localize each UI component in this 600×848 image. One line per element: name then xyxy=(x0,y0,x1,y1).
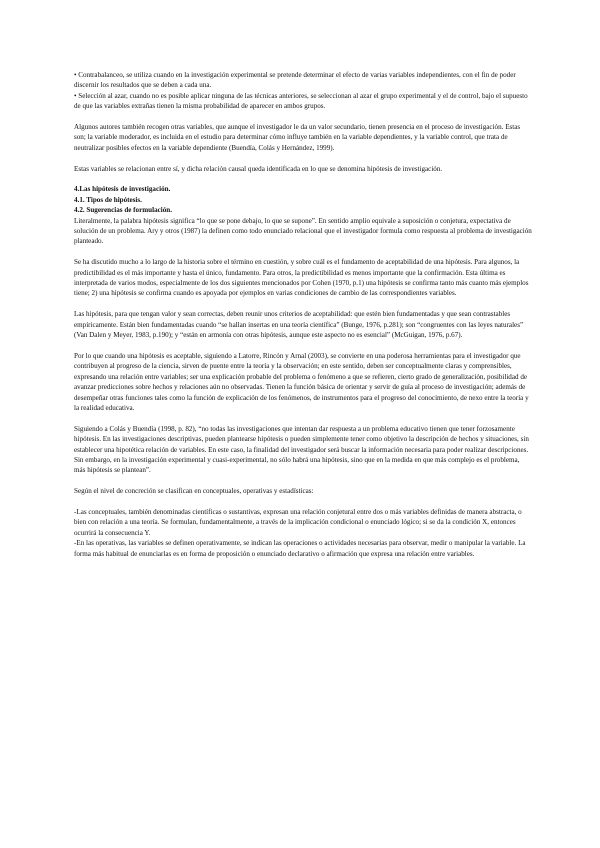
paragraph-otras-variables: Algunos autores también recogen otras variables, que aunque el investigador le da un valor secundario, tienen presencia en el proceso de investigación. Estas son; la variable moderador, es incluida en el estudio para determinar cómo influye también en la variable dependientes, y la variable control, que trata de neutralizar posibles efectos en la variable dependiente (Buendía, Colás y Hernández, 1999). xyxy=(74,123,521,152)
paragraph-funciones: Por lo que cuando una hipótesis es aceptable, siguiendo a Latorre, Rincón y Arnal (2003), se convierte en una poderosa herramientas para el investigador que contribuyen al progreso de la ciencia, sirven de puente entre la teoría y la observación; en este sentido, deben ser conceptualmente claras y comprensibles, expresando una relación entre variables; ser una explicación probable del problema o fenómeno a que se refieren, cierto grado de generalización, posibilidad de avanzar predicciones sobre hechos y relaciones aún no observadas. Tienen la función básica de orientar y servir de guía al proceso de investigación; además de desempeñar otras funciones tales como la función de explicación de los fenómenos, de instrumentos para el progreso del conocimiento, de nexo entre la teoría y la realidad educativa. xyxy=(74,351,529,412)
section-heading-hipotesis: 4.Las hipótesis de investigación. xyxy=(74,185,171,194)
bullet-seleccion-al-azar: • Selección al azar, cuando no es posible aplicar ninguna de las técnicas anteriores, se seleccionan al azar el grupo experimental y el de control, bajo el supuesto de que las variables extrañas tienen la misma probabilidad de aparecer en ambos grupos. xyxy=(74,91,528,111)
paragraph-clasificacion: Según el nivel de concreción se clasifican en conceptuales, operativas y estadísticas: xyxy=(74,487,314,496)
subsection-heading-sugerencias: 4.2. Sugerencias de formulación. xyxy=(74,206,172,215)
paragraph-colas-buendia: Siguiendo a Colás y Buendía (1998, p. 82), “no todas las investigaciones que intentan dar respuesta a un problema educativo tienen que tener forzosamente hipótesis. En las investigaciones descriptivas, pueden plantearse hipótesis o pueden simplemente tener como objetivo la descripción de hechos y situaciones, sin establecer una hipotética relación de variables. En este caso, la finalidad del investigador será buscar la información necesaria para poder realizar descripciones. Sin embargo, en la investigación experimental y cuasi-experimental, no sólo habrá una hipótesis, sino que en la medida en que más complejo es el problema, más hipótesis se plantean”. xyxy=(74,424,529,475)
paragraph-criterios: Las hipótesis, para que tengan valor y sean correctas, deben reunir unos criterios de aceptabilidad: que estén bien fundamentadas y que sean contrastables empíricamente. Están bien fundamentadas cuando “se hallan insertas en una teoría científica” (Bunge, 1976, p.281); son “congruentes con las leyes naturales” (Van Dalen y Meyer, 1983, p.190); y “están en armonía con otras hipótesis, aunque este aspecto no es esencial” (McGuigan, 1976, p.67). xyxy=(74,310,524,340)
paragraph-relacion-causal: Estas variables se relacionan entre sí, y dicha relación causal queda identificada en lo que se denomina hipótesis de investigación. xyxy=(74,164,443,173)
document-body xyxy=(74,70,532,559)
paragraph-aceptabilidad: Se ha discutido mucho a lo largo de la historia sobre el término en cuestión, y sobre cuál es el fundamento de aceptabilidad de una hipótesis. Para algunos, la predictibilidad es el más importante y hasta el único, fundamento. Para otros, la predictibilidad es menos importante que la confirmación. Esta última es interpretada de varios modos, especialmente de los dos siguientes mencionados por Cohen (1970, p.1) una hipótesis se confirma tanto más cuanto más ejemplos tiene; 2) una hipótesis se confirma cuando es apoyada por ejemplos en varias condiciones de cambio de las correspondientes variables. xyxy=(74,258,529,298)
paragraph-definicion-hipotesis: Literalmente, la palabra hipótesis significa “lo que se pone debajo, lo que se supone”. En sentido amplio equivale a suposición o conjetura, expectativa de solución de un problema. Ary y otros (1987) la definen como todo enunciado relacional que el investigador formula como respuesta al problema de investigación planteado. xyxy=(74,216,532,246)
bullet-contrabalanceo: • Contrabalanceo, se utiliza cuando en la investigación experimental se pretende determinar el efecto de varias variables independientes, con el fin de poder discernir los resultados que se deben a cada una. xyxy=(74,71,516,90)
paragraph-operativas: -En las operativas, las variables se definen operativamente, se indican las operaciones o actividades necesarias para observar, medir o manipular la variable. La forma más habitual de enunciarlas es en forma de proposición o enunciado declarativo o afirmación que expresa una relación entre variables. xyxy=(74,539,526,558)
subsection-heading-tipos: 4.1. Tipos de hipótesis. xyxy=(74,195,142,204)
paragraph-conceptuales: -Las conceptuales, también denominadas científicas o sustantivas, expresan una relación conjetural entre dos o más variables definidas de manera abstracta, o bien con relación a una teoría. Se formulan, fundamentalmente, a través de la implicación condicional o enunciado lógico; si se da la condición X, entonces ocurrirá la consecuencia Y. xyxy=(74,507,522,537)
